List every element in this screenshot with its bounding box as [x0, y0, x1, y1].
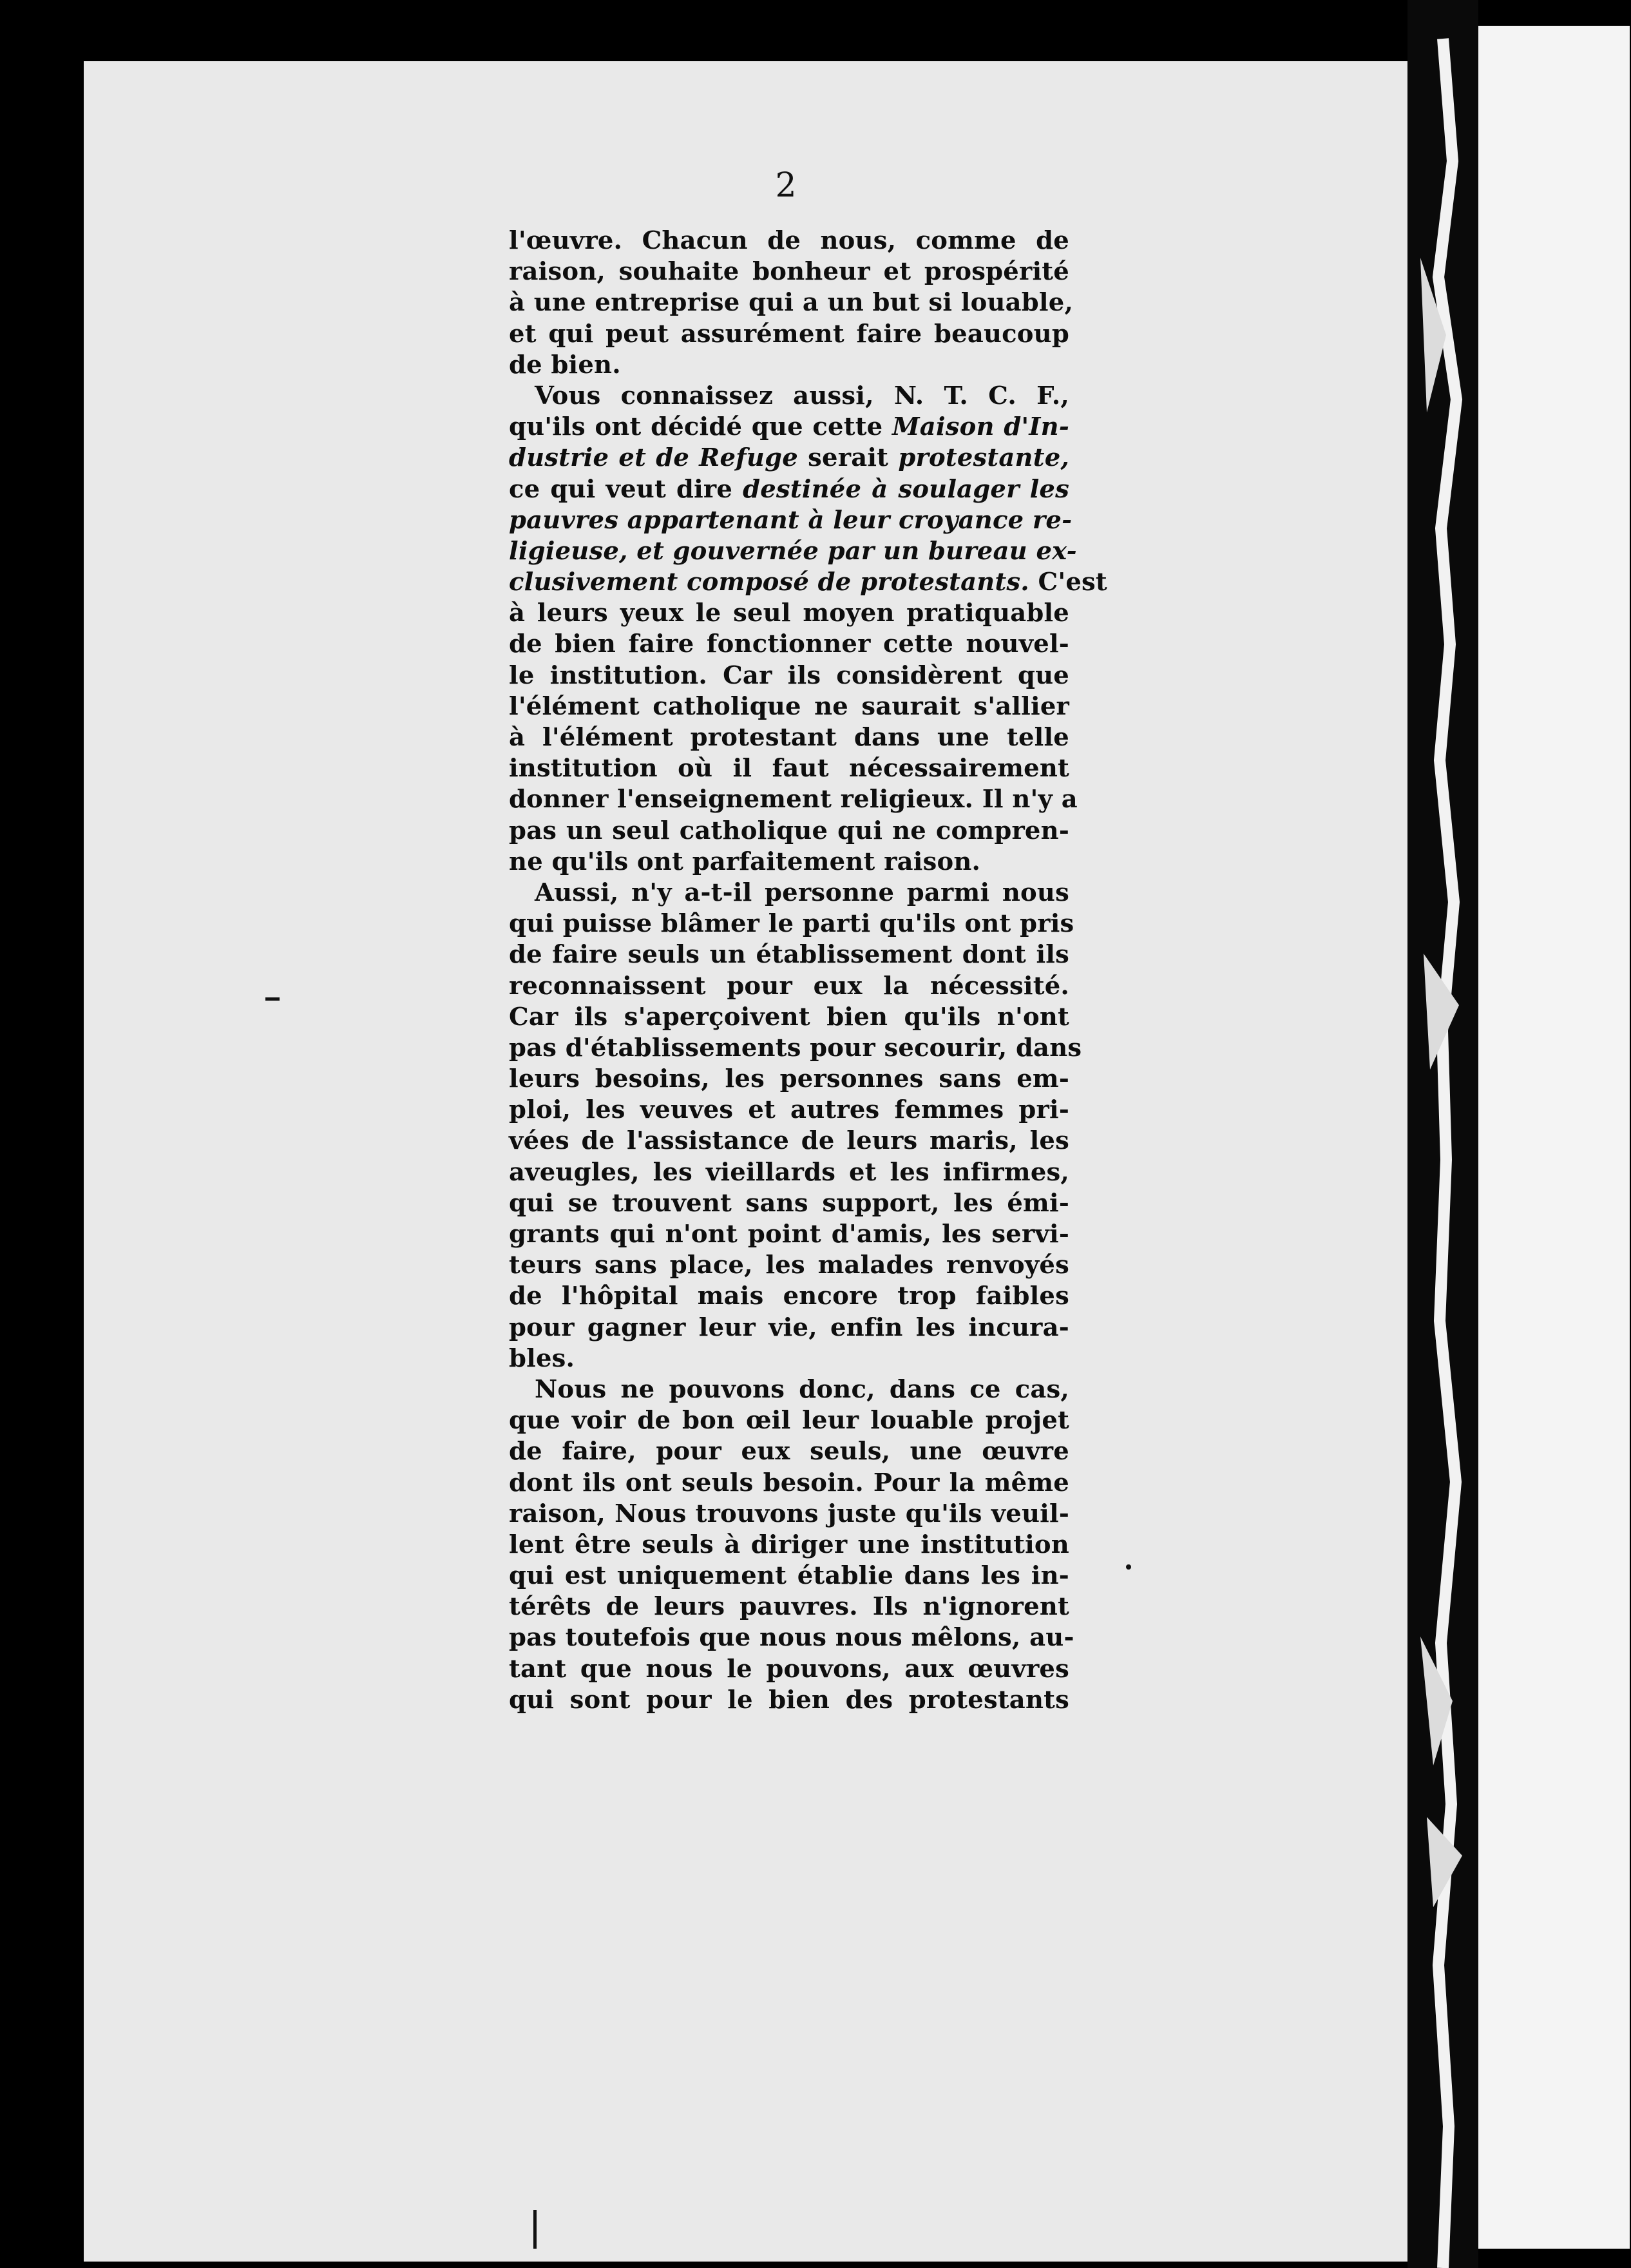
text-line: de faire seuls un établissement dont ils: [509, 940, 1069, 970]
text-line: pauvres appartenant à leur croyance re-: [509, 505, 1073, 535]
text-line: à une entreprise qui a un but si louable,: [509, 288, 1074, 318]
margin-mark: [265, 997, 280, 1001]
text-line: pas d'établissements pour secourir, dans: [509, 1033, 1082, 1062]
text-line: qui se trouvent sans support, les émi-: [509, 1188, 1069, 1218]
text-line: qui sont pour le bien des protestants: [509, 1685, 1069, 1715]
text-line: qui puisse blâmer le parti qu'ils ont pris: [509, 909, 1074, 939]
text-line: le institution. Car ils considèrent que: [509, 660, 1069, 690]
text-line: que voir de bon œil leur louable projet: [509, 1406, 1069, 1436]
text-line: vées de l'assistance de leurs maris, les: [509, 1126, 1069, 1156]
text-line: de l'hôpital mais encore trop faibles: [509, 1282, 1069, 1311]
text-line: dont ils ont seuls besoin. Pour la même: [509, 1468, 1069, 1497]
text-line: l'élément catholique ne saurait s'allier: [509, 691, 1069, 721]
page-number: 2: [775, 166, 797, 205]
text-line: qui est uniquement établie dans les in-: [509, 1561, 1069, 1591]
text-line: à l'élément protestant dans une telle: [509, 723, 1069, 752]
text-line: reconnaissent pour eux la nécessité.: [509, 971, 1069, 1001]
text-line: térêts de leurs pauvres. Ils n'ignorent: [509, 1592, 1069, 1622]
text-line: de bien.: [509, 350, 621, 380]
text-line: ligieuse, et gouvernée par un bureau ex-: [509, 536, 1077, 566]
text-line: Nous ne pouvons donc, dans ce cas,: [535, 1374, 1069, 1404]
text-line: donner l'enseignement religieux. Il n'y a: [509, 785, 1078, 814]
text-line: Aussi, n'y a-t-il personne parmi nous: [535, 878, 1069, 907]
margin-stroke: [533, 2210, 537, 2249]
text-line: leurs besoins, les personnes sans em-: [509, 1064, 1069, 1094]
text-line: bles.: [509, 1343, 575, 1373]
text-line: de faire, pour eux seuls, une œuvre: [509, 1437, 1069, 1466]
text-line: Car ils s'aperçoivent bien qu'ils n'ont: [509, 1002, 1069, 1032]
text-line: clusivement composé de protestants. C'est: [509, 568, 1107, 597]
text-line: pas toutefois que nous nous mêlons, au-: [509, 1623, 1074, 1653]
text-line: et qui peut assurément faire beaucoup: [509, 319, 1069, 349]
text-line: dustrie et de Refuge serait protestante,: [509, 443, 1069, 473]
text-line: ploi, les veuves et autres femmes pri-: [509, 1095, 1069, 1125]
text-line: teurs sans place, les malades renvoyés: [509, 1251, 1069, 1280]
text-line: aveugles, les vieillards et les infirmes,: [509, 1157, 1069, 1187]
text-line: pas un seul catholique qui ne compren-: [509, 816, 1069, 845]
text-line: l'œuvre. Chacun de nous, comme de: [509, 226, 1069, 255]
text-line: tant que nous le pouvons, aux œuvres: [509, 1654, 1069, 1684]
text-line: à leurs yeux le seul moyen pratiquable: [509, 599, 1069, 628]
margin-dot: [1126, 1564, 1131, 1570]
binding-gutter: [1407, 0, 1478, 2268]
text-line: grants qui n'ont point d'amis, les servi-: [509, 1220, 1069, 1249]
body-text: [509, 226, 1107, 1716]
text-line: lent être seuls à diriger une institution: [509, 1530, 1069, 1559]
text-line: pour gagner leur vie, enfin les incura-: [509, 1312, 1069, 1342]
text-line: raison, souhaite bonheur et prospérité: [509, 257, 1069, 287]
text-line: de bien faire fonctionner cette nouvel-: [509, 629, 1069, 659]
text-line: Vous connaissez aussi, N. T. C. F.,: [535, 381, 1069, 410]
text-line: ce qui veut dire destinée à soulager les: [509, 474, 1069, 504]
text-line: institution où il faut nécessairement: [509, 754, 1069, 783]
text-line: ne qu'ils ont parfaitement raison.: [509, 847, 981, 876]
text-line: qu'ils ont décidé que cette Maison d'In-: [509, 412, 1070, 442]
text-line: raison, Nous trouvons juste qu'ils veuil-: [509, 1499, 1069, 1528]
